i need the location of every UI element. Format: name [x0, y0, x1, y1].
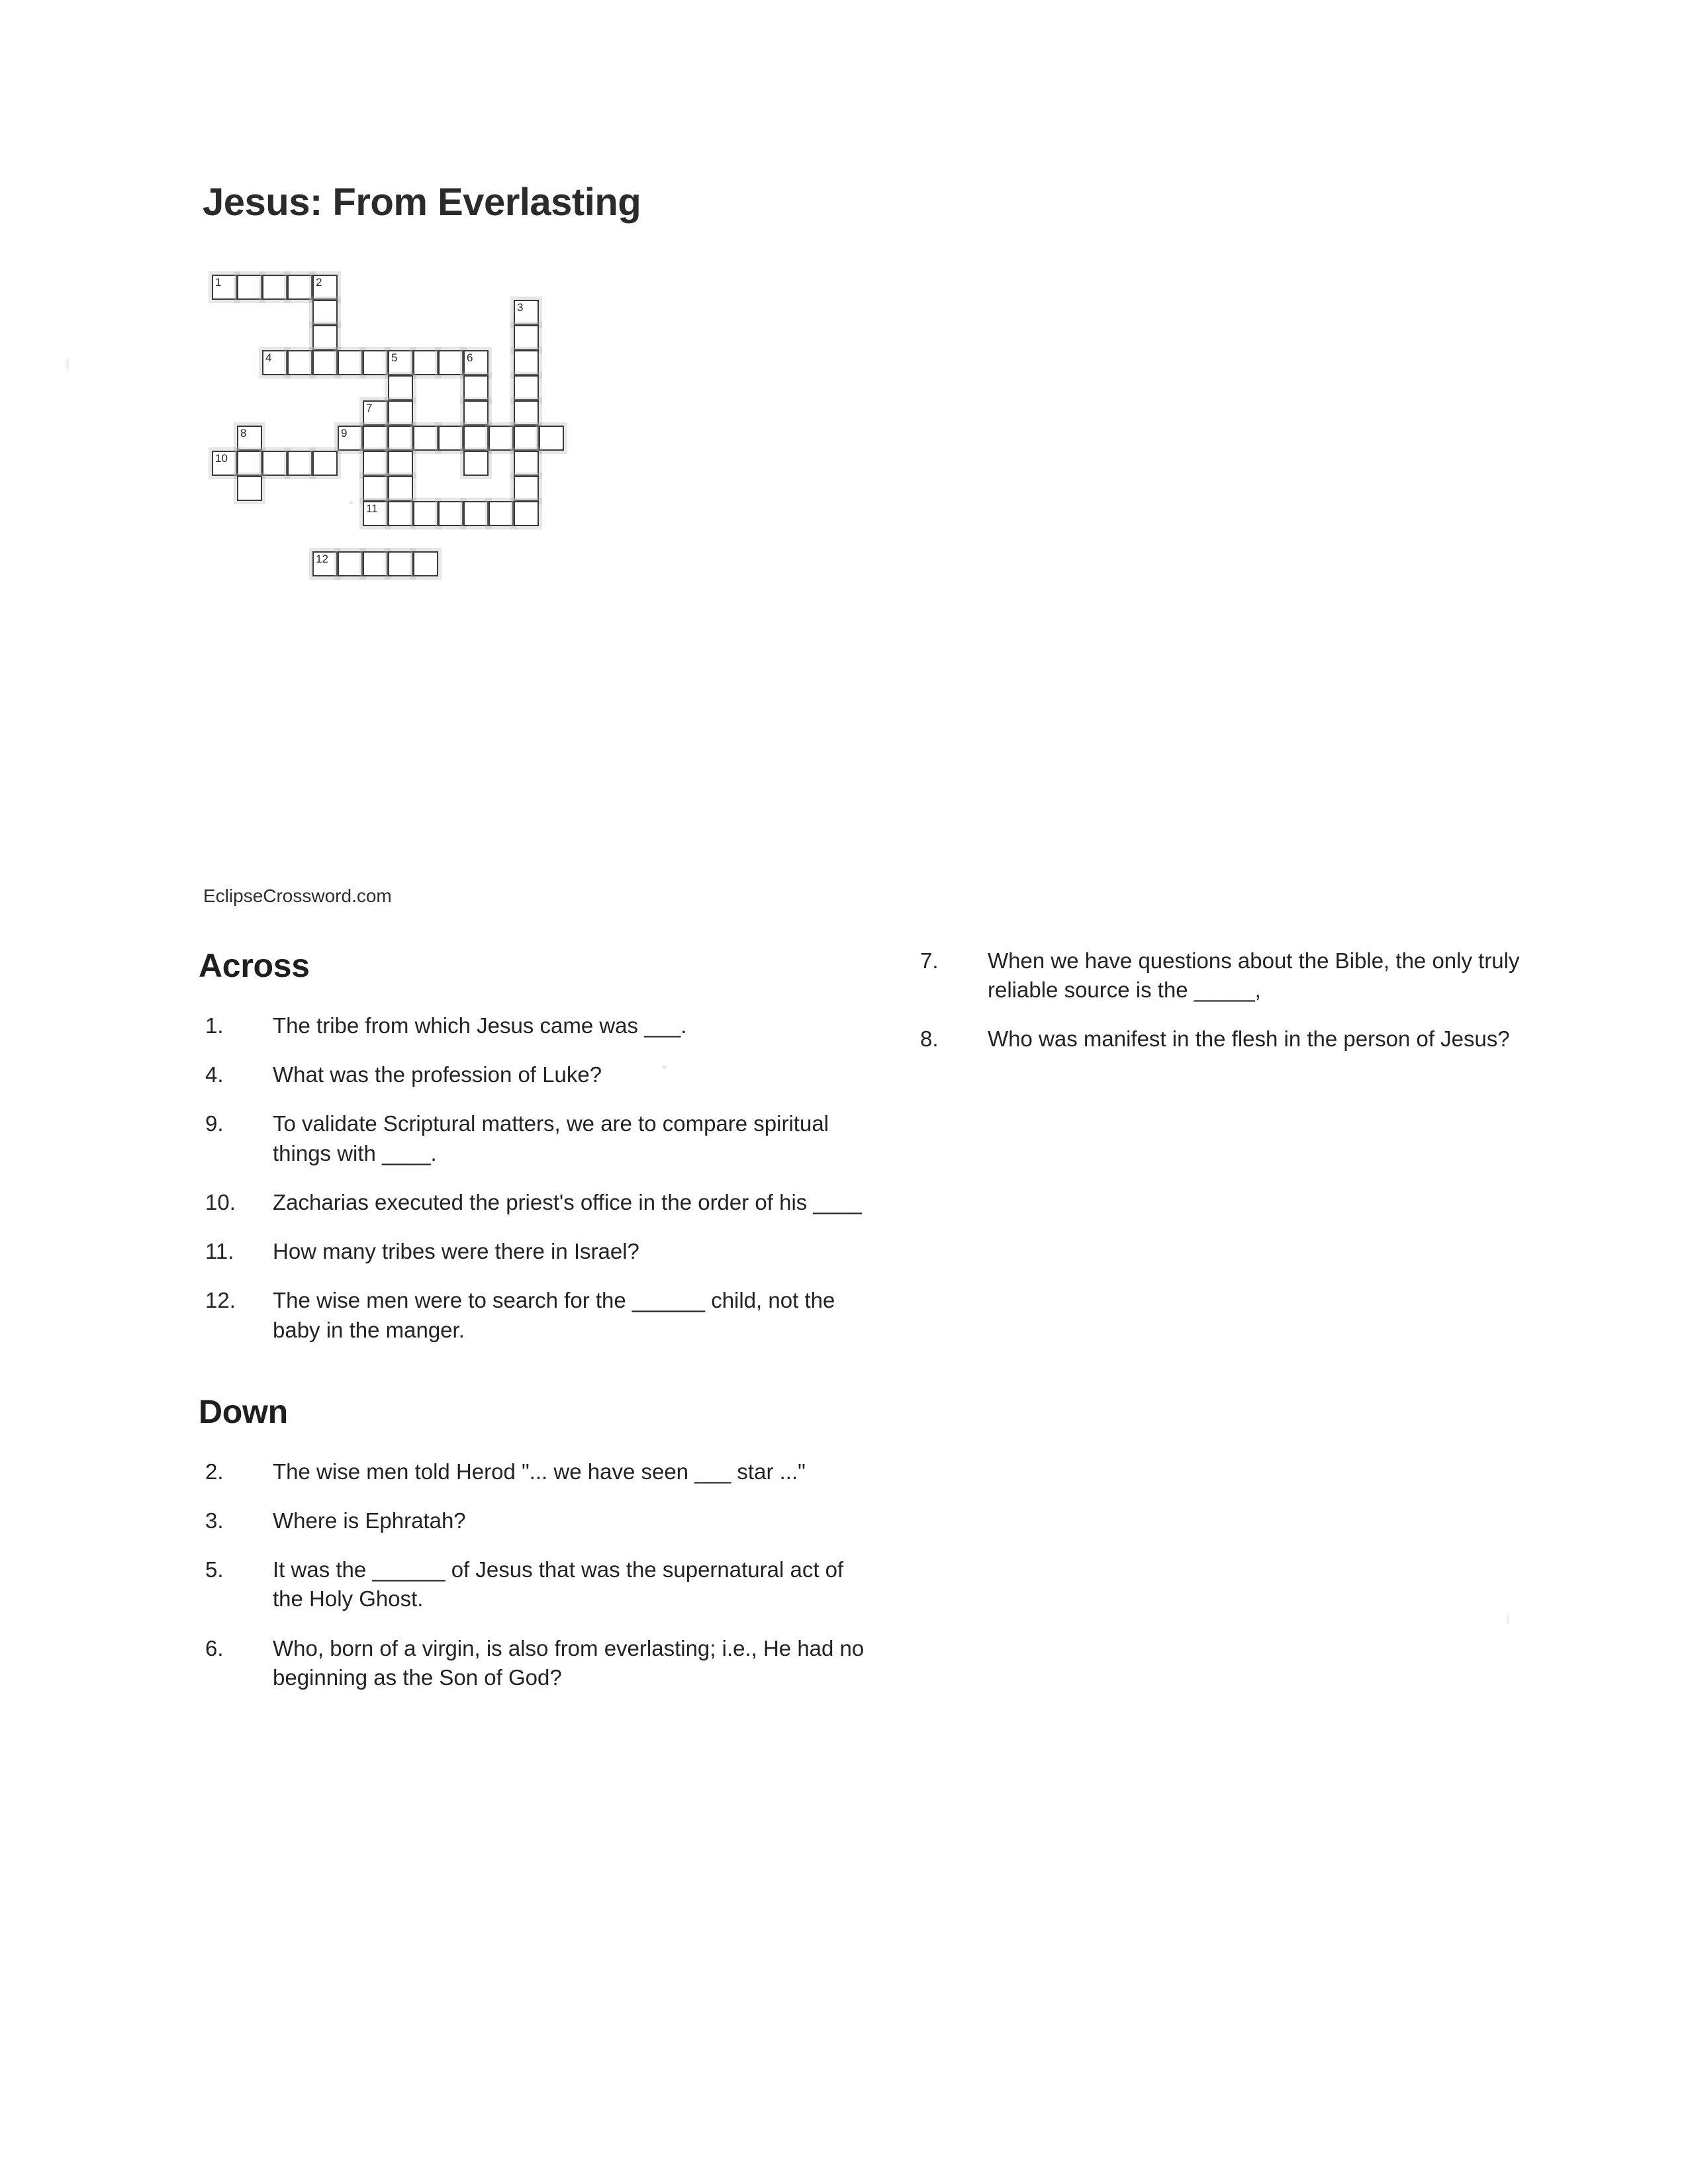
crossword-cell[interactable] — [514, 375, 539, 400]
crossword-cell[interactable] — [312, 275, 338, 300]
crossword-cell[interactable] — [438, 350, 463, 375]
crossword-cell[interactable] — [363, 451, 388, 476]
clues-left-column — [199, 946, 867, 1712]
crossword-cell[interactable] — [388, 476, 413, 501]
crossword-cell[interactable] — [413, 426, 438, 451]
scan-speck — [1507, 1614, 1509, 1624]
clue-number: 4. — [205, 1062, 224, 1087]
across-clue-item — [199, 1109, 867, 1167]
crossword-cell[interactable] — [413, 551, 438, 576]
crossword-grid[interactable] — [0, 0, 1688, 874]
cell-number-12: 12 — [316, 553, 328, 565]
right-clue-list — [914, 946, 1575, 1054]
down-clue-item — [199, 1634, 867, 1692]
crossword-cell[interactable] — [514, 350, 539, 375]
crossword-cell[interactable] — [287, 275, 312, 300]
crossword-cell[interactable] — [388, 451, 413, 476]
crossword-cell[interactable] — [338, 551, 363, 576]
crossword-cell[interactable] — [514, 426, 539, 451]
crossword-cell[interactable] — [312, 350, 338, 375]
crossword-cell[interactable] — [438, 426, 463, 451]
crossword-cell[interactable] — [312, 451, 338, 476]
crossword-cell[interactable] — [363, 476, 388, 501]
crossword-cell[interactable] — [312, 325, 338, 350]
crossword-cell[interactable] — [237, 426, 262, 451]
crossword-cell[interactable] — [489, 426, 514, 451]
down-clue-list — [199, 1457, 867, 1692]
crossword-cell[interactable] — [237, 275, 262, 300]
crossword-cell[interactable] — [388, 551, 413, 576]
cell-number-4: 4 — [265, 351, 272, 364]
crossword-cell[interactable] — [388, 350, 413, 375]
crossword-cell[interactable] — [463, 400, 489, 426]
scan-speck — [662, 1066, 667, 1069]
crossword-cell[interactable] — [338, 350, 363, 375]
crossword-cell[interactable] — [363, 426, 388, 451]
right-clue-item — [914, 1024, 1575, 1054]
crossword-cell[interactable] — [262, 350, 287, 375]
crossword-cell[interactable] — [489, 501, 514, 526]
down-heading: Down — [199, 1392, 288, 1430]
clue-number: 11. — [205, 1239, 234, 1264]
across-clue-item — [199, 1237, 867, 1266]
clue-text: Where is Ephratah? — [273, 1508, 466, 1533]
crossword-cell[interactable] — [363, 350, 388, 375]
clue-number: 3. — [205, 1508, 224, 1533]
crossword-cell[interactable] — [514, 451, 539, 476]
cell-number-10: 10 — [215, 452, 228, 465]
clue-number: 10. — [205, 1189, 236, 1214]
crossword-cell[interactable] — [514, 400, 539, 426]
crossword-cell[interactable] — [514, 501, 539, 526]
crossword-cell[interactable] — [514, 476, 539, 501]
across-clue-item — [199, 1188, 867, 1217]
clue-text: The tribe from which Jesus came was ___. — [273, 1013, 687, 1038]
scan-speck — [350, 501, 353, 504]
down-clue-item — [199, 1457, 867, 1486]
clue-text: The wise men were to search for the ______ child, not the baby in the manger. — [273, 1288, 835, 1342]
crossword-cell[interactable] — [388, 400, 413, 426]
crossword-cell[interactable] — [237, 451, 262, 476]
across-clue-item — [199, 1286, 867, 1344]
clue-text: Zacharias executed the priest's office in the order of his ____ — [273, 1189, 862, 1214]
crossword-cell[interactable] — [388, 501, 413, 526]
clue-number: 5. — [205, 1557, 224, 1582]
crossword-cell[interactable] — [514, 300, 539, 325]
right-clue-item — [914, 946, 1575, 1005]
crossword-cell[interactable] — [463, 375, 489, 400]
crossword-cell[interactable] — [262, 275, 287, 300]
clue-text: To validate Scriptural matters, we are to compare spiritual things with ____. — [273, 1111, 829, 1165]
crossword-cell[interactable] — [237, 476, 262, 501]
clue-text: Who was manifest in the flesh in the person of Jesus? — [988, 1026, 1510, 1052]
across-clue-item — [199, 1011, 867, 1040]
crossword-cell[interactable] — [212, 451, 237, 476]
across-clue-item — [199, 1060, 867, 1089]
across-heading: Across — [199, 947, 310, 984]
crossword-cell[interactable] — [312, 551, 338, 576]
crossword-cell[interactable] — [463, 451, 489, 476]
crossword-cell[interactable] — [438, 501, 463, 526]
clue-number: 1. — [205, 1013, 224, 1038]
crossword-cell[interactable] — [287, 350, 312, 375]
down-clue-item — [199, 1555, 867, 1614]
across-clue-list — [199, 1011, 867, 1345]
crossword-cell[interactable] — [463, 350, 489, 375]
cell-number-9: 9 — [341, 427, 348, 439]
crossword-cell[interactable] — [312, 300, 338, 325]
crossword-cell[interactable] — [363, 551, 388, 576]
cell-number-7: 7 — [366, 402, 373, 414]
cell-number-6: 6 — [467, 351, 473, 364]
crossword-cell[interactable] — [287, 451, 312, 476]
clue-number: 6. — [205, 1635, 224, 1661]
clue-text: It was the ______ of Jesus that was the supernatural act of the Holy Ghost. — [273, 1557, 844, 1612]
clue-number: 2. — [205, 1459, 224, 1484]
crossword-cell[interactable] — [212, 275, 237, 300]
clue-number: 8. — [920, 1026, 939, 1052]
scan-speck — [66, 357, 69, 372]
crossword-cell[interactable] — [363, 400, 388, 426]
crossword-cell[interactable] — [363, 501, 388, 526]
crossword-cell[interactable] — [388, 426, 413, 451]
crossword-cell[interactable] — [463, 501, 489, 526]
clue-text: The wise men told Herod "... we have seen ___ star ..." — [273, 1459, 806, 1484]
cell-number-3: 3 — [517, 301, 524, 314]
clue-number: 7. — [920, 948, 939, 973]
crossword-cell[interactable] — [338, 426, 363, 451]
clue-text: What was the profession of Luke? — [273, 1062, 602, 1087]
cell-number-1: 1 — [215, 276, 222, 289]
clue-text: Who, born of a virgin, is also from everlasting; i.e., He had no beginning as the Son of God? — [273, 1635, 865, 1690]
clue-number: 9. — [205, 1111, 224, 1136]
cell-number-11: 11 — [366, 502, 378, 515]
crossword-cell[interactable] — [388, 375, 413, 400]
crossword-cell[interactable] — [413, 501, 438, 526]
clues-right-column — [914, 946, 1575, 1074]
crossword-cell[interactable] — [514, 325, 539, 350]
clue-number: 12. — [205, 1288, 236, 1313]
cell-number-8: 8 — [240, 427, 247, 439]
down-clue-item — [199, 1506, 867, 1535]
cell-number-5: 5 — [391, 351, 398, 364]
crossword-cell[interactable] — [413, 350, 438, 375]
clue-text: How many tribes were there in Israel? — [273, 1239, 639, 1264]
page-title: Jesus: From Everlasting — [203, 181, 641, 224]
clue-text: When we have questions about the Bible, the only truly reliable source is the _____, — [988, 948, 1520, 1003]
crossword-cell[interactable] — [262, 451, 287, 476]
crossword-cell[interactable] — [463, 426, 489, 451]
cell-number-2: 2 — [316, 276, 322, 289]
attribution-text: EclipseCrossword.com — [203, 886, 392, 906]
crossword-cell[interactable] — [539, 426, 564, 451]
